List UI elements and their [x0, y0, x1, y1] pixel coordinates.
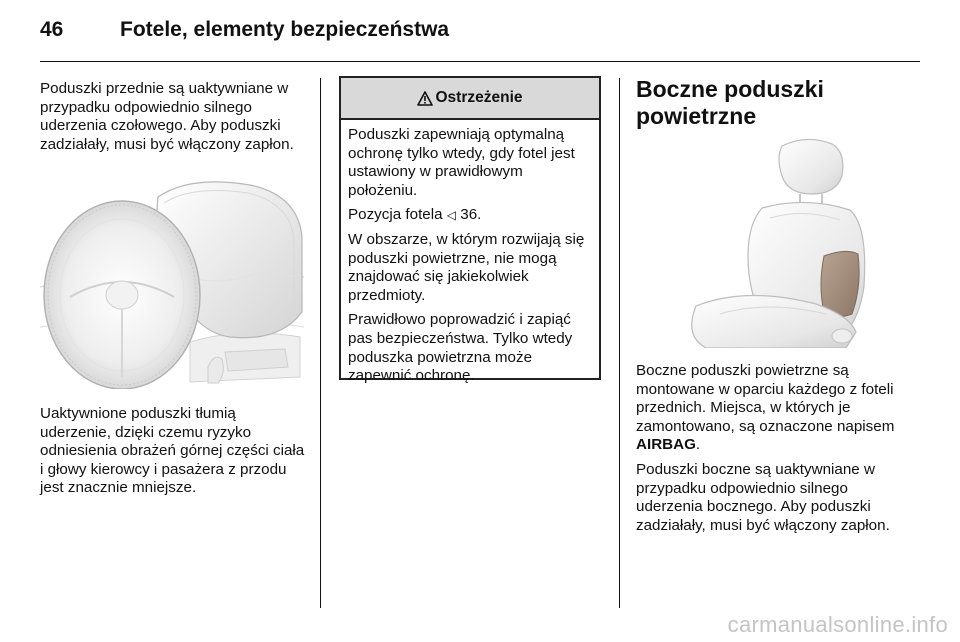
header-divider: [40, 61, 920, 62]
side-airbags-text: [636, 362, 904, 541]
seat-reference-page: 36.: [460, 206, 482, 224]
airbag-label: AIRBAG: [636, 436, 696, 454]
warning-header: [341, 78, 599, 120]
warning-box: [339, 76, 601, 385]
seat-reference-label: Pozycja fotela: [348, 206, 443, 224]
warning-title: Ostrzeżenie: [435, 89, 523, 106]
side-airbag-location-main: Boczne poduszki powietrzne są montowane w oparciu każdego z foteli przednich. Miejsca, w których je zamontowano, są oznaczone napisem: [636, 362, 895, 435]
side-airbag-location-text: [636, 362, 904, 455]
page-reference-icon: ◁: [446, 208, 457, 223]
side-airbag-location-end: .: [695, 436, 701, 454]
warning-seat-position-text: Poduszki zapewniają optymalną ochronę tylko wtedy, gdy fotel jest ustawiony w prawidłowym położeniu.: [348, 126, 575, 199]
warning-deployment-area-text: W obszarze, w którym rozwijają się poduszki powietrzne, nie mogą znajdować się jakiekolwiek przedmioty.: [348, 230, 585, 304]
front-airbag-activation-text: Poduszki przednie są uaktywniane w przypadku odpowiednio silnego uderzenia czołowego. Aby poduszki zadziałały, musi być włączony zapłon.: [40, 80, 294, 153]
column-divider-right: [619, 78, 620, 608]
page-header: [40, 14, 920, 54]
airbag-protection-text: Uaktywnione poduszki tłumią uderzenie, dzięki czemu ryzyko odniesienia obrażeń górnej części ciała i głowy kierowcy i pasażera z przodu jest znacznie mniejsze.: [40, 405, 305, 497]
side-airbags-heading: Boczne poduszki powietrzne: [636, 76, 824, 129]
section-title: Fotele, elementy bezpieczeństwa: [120, 18, 450, 41]
side-airbag-activation-text: Poduszki boczne są uaktywniane w przypadku odpowiednio silnego uderzenia bocznego. Aby poduszki zadziałały, musi być włączony zapłon.: [636, 460, 890, 534]
page-number: 46: [40, 18, 64, 41]
side-airbag-seat-illustration: [636, 136, 900, 348]
warning-triangle-icon: [417, 91, 433, 106]
warning-body: [341, 120, 599, 386]
warning-seat-reference: [348, 206, 593, 225]
warning-seatbelt-text: Prawidłowo poprowadzić i zapiąć pas bezpieczeństwa. Tylko wtedy poduszka powietrzna może zapewnić ochronę.: [348, 311, 573, 385]
column-divider-left: [320, 78, 321, 608]
front-airbags-illustration: [40, 177, 304, 389]
watermark: carmanualsonline.info: [727, 612, 948, 637]
